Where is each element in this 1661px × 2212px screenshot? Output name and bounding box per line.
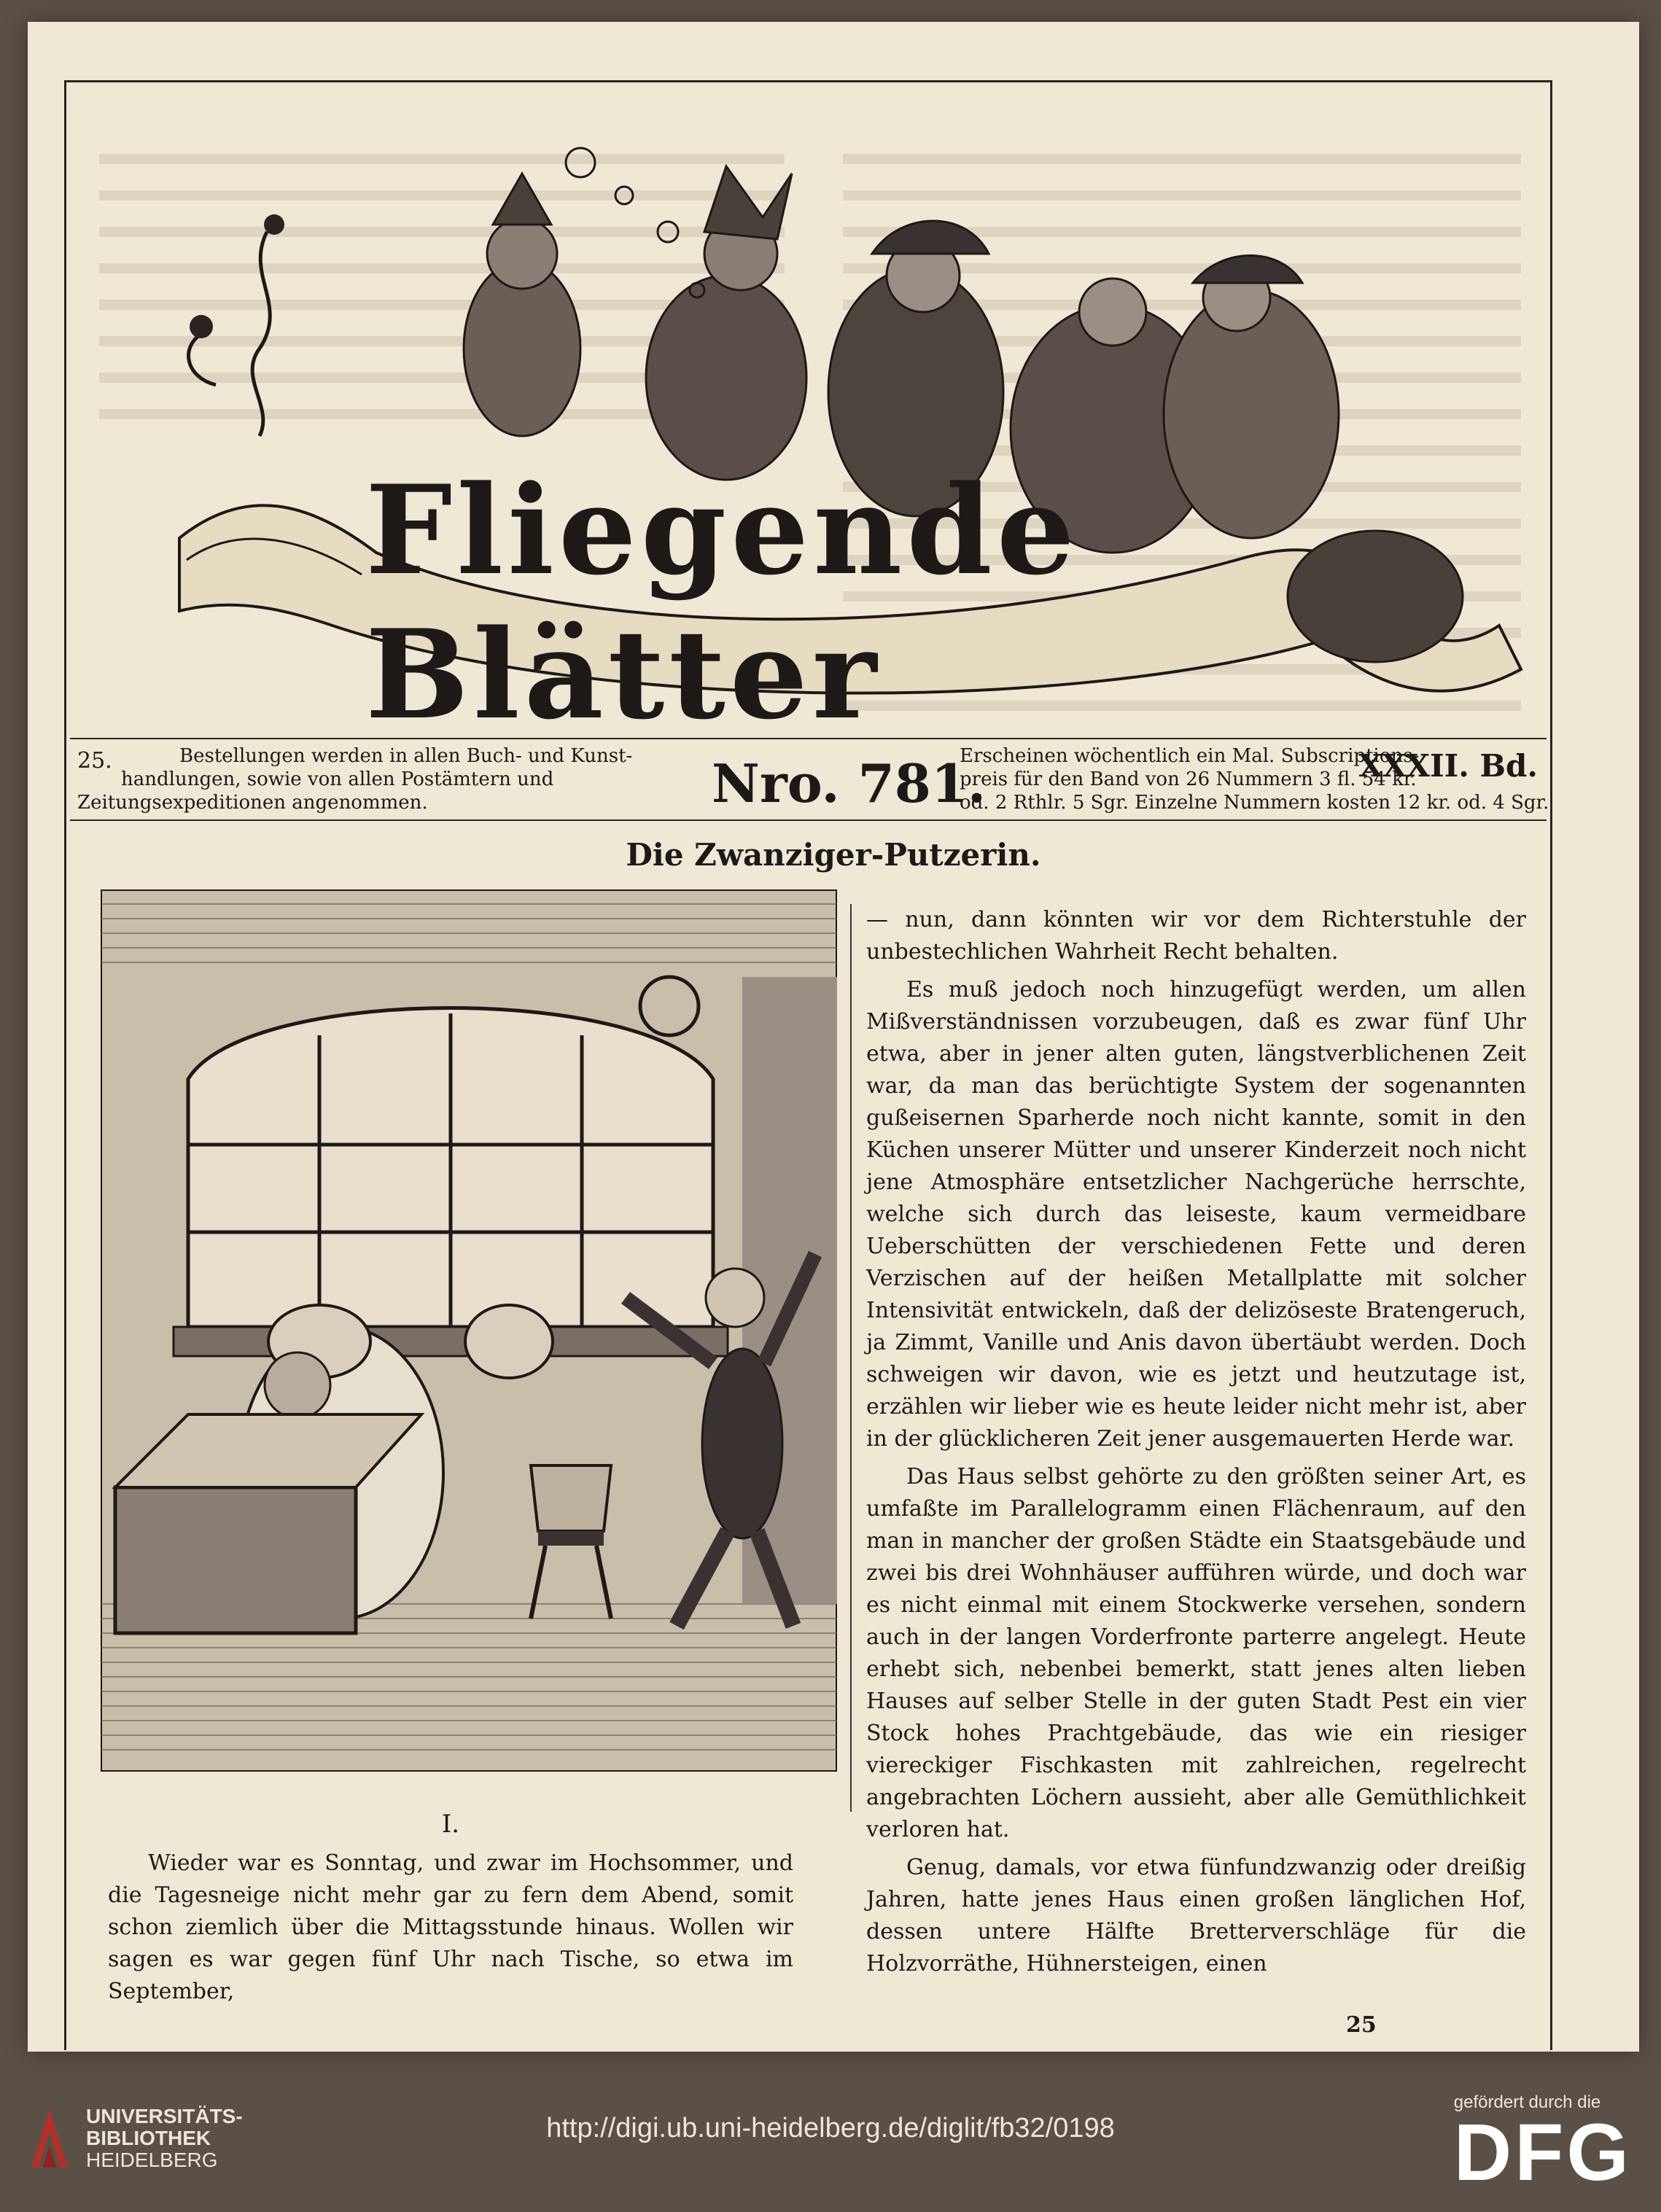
orders-text-line-3: Zeitungsexpeditionen angenommen.: [77, 792, 428, 814]
page-number: 25: [1346, 2012, 1377, 2038]
number-label: Nro. 781.: [712, 752, 986, 814]
paragraph: Es muß jedoch noch hinzugefügt werden, um allen Mißverständnissen vorzubeugen, daß es zwar fünf Uhr etwa, aber in jener alten guten, längstverblichenen Zeit war, da man das berüchtigte System der sogenannten gußeisernen Sparherde noch nicht kannte, somit in den Küchen unserer Mütter und unserer Kinderzeit noch nicht jene Atmosphäre entsetzlicher Nachgerüche herrschte, welche sich durch das leiseste, kaum vermeidbare Ueberschütten der verschiedenen Fette und deren Verzischen auf der heißen Metallplatte mit solcher Intensivität entwickeln, daß der delizöseste Bratengeruch, ja Zimmt, Vanille und Anis davon übertäubt werden. Doch schweigen wir davon, wie es jetzt und heutzutage ist, erzählen wir lieber wie es heute leider nicht mehr ist, aber in der glücklicheren Zeit jener ausgemauerten Herde war.: [866, 977, 1526, 1452]
article-title: Die Zwanziger-Putzerin.: [626, 837, 1041, 873]
institution-line-3: HEIDELBERG: [86, 2149, 218, 2171]
left-column-text: [108, 1808, 793, 2014]
column-divider: [850, 904, 852, 1812]
paragraph: Wieder war es Sonntag, und zwar im Hochsommer, und die Tagesneige nicht mehr gar zu fern dem Abend, somit schon ziemlich über die Mittagsstunde hinaus. Wollen wir sagen es war gegen fünf Uhr nach Tische, so etwa im September,: [108, 1850, 793, 2004]
permalink-url[interactable]: http://digi.ub.uni-heidelberg.de/diglit/fb32/0198: [546, 2113, 1115, 2143]
orders-text-line-1: Bestellungen werden in allen Buch- und Kunst-: [179, 745, 633, 767]
volume-label: XXXII. Bd.: [1358, 748, 1538, 784]
scanned-page: [28, 22, 1639, 2052]
dfg-sponsor[interactable]: [1453, 2092, 1632, 2197]
sponsor-label: gefördert durch die: [1453, 2092, 1601, 2112]
institution-line-2: BIBLIOTHEK: [86, 2127, 211, 2149]
publication-text-line-2: preis für den Band von 26 Nummern 3 fl. 54 kr.: [960, 768, 1417, 790]
kitchen-engraving: [101, 889, 837, 1772]
paragraph: Das Haus selbst gehörte zu den größten seiner Art, es umfaßte im Parallelogramm einen Flächenraum, auf den man in mancher der großen Städte ein Staatsgebäude und zwei bis drei Wohnhäuser aufführen würde, und doch war es nicht einmal mit einem Stockwerke versehen, sondern auch in der langen Vorderfronte parterre angelegt. Heute erhebt sich, nebenbei bemerkt, statt jenes alten lieben Hauses auf selber Stelle in der guten Stadt Pest ein vier Stock hohes Prachtgebäude, das wie ein riesiger viereckiger Fischkasten mit zahlreichen, regelrecht angebrachten Löchern aussieht, aber alle Gemüthlichkeit verloren hat.: [866, 1464, 1526, 1842]
paragraph: — nun, dann könnten wir vor dem Richterstuhle der unbestechlichen Wahrheit Recht behalten.: [866, 907, 1526, 965]
issue-number: 25.: [77, 748, 112, 774]
dfg-logo: DFG: [1453, 2108, 1632, 2197]
publication-text-line-3: od. 2 Rthlr. 5 Sgr. Einzelne Nummern kosten 12 kr. od. 4 Sgr.: [960, 792, 1549, 814]
chapter-heading: I.: [441, 1810, 460, 1839]
viewer-footer: [0, 2071, 1661, 2212]
institution-line-1: UNIVERSITÄTS-: [86, 2105, 243, 2127]
masthead-info-row: [70, 738, 1547, 821]
orders-text-line-2: handlungen, sowie von allen Postämtern und: [121, 768, 554, 790]
right-column-text: [866, 904, 1526, 1986]
masthead-illustration: [70, 86, 1547, 747]
masthead-title: Fliegende Blätter: [365, 458, 1079, 747]
paragraph: Genug, damals, vor etwa fünfundzwanzig oder dreißig Jahren, hatte jenes Haus einen großen länglichen Hof, dessen untere Hälfte Bretterverschläge für die Holzvorräthe, Hühnersteigen, einen: [866, 1855, 1526, 1977]
kitchen-illustration: [101, 889, 837, 1772]
publication-text-line-1: Erscheinen wöchentlich ein Mal. Subscriptions-: [960, 745, 1420, 767]
